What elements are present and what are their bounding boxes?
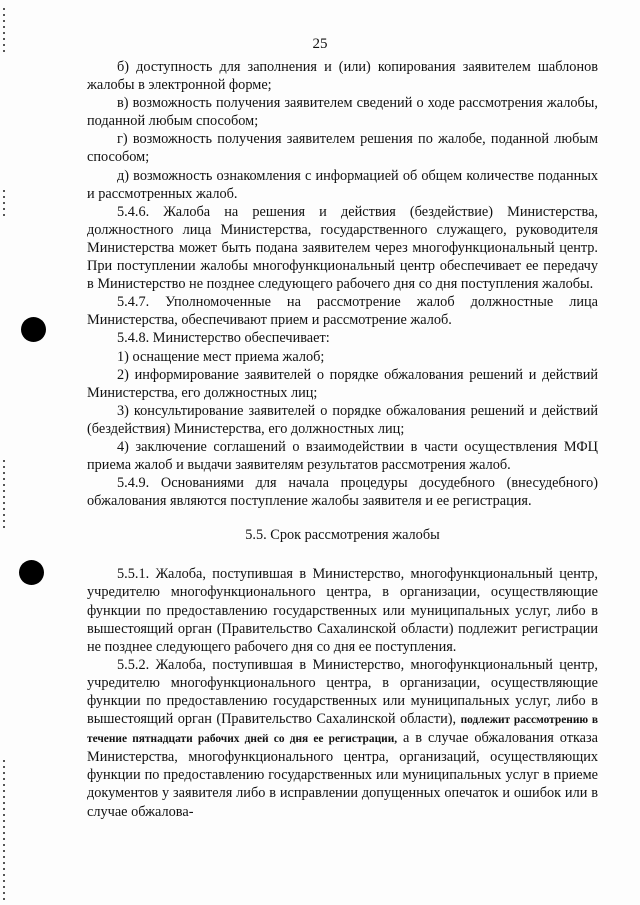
document-body <box>87 58 598 821</box>
paragraph: б) доступность для заполнения и (или) копирования заявителем шаблонов жалобы в электронной форме; <box>87 59 598 94</box>
paragraph: 2) информирование заявителей о порядке обжалования решений и действий Министерства, его должностных лиц; <box>87 366 598 401</box>
paragraph: г) возможность получения заявителем решения по жалобе, поданной любым способом; <box>87 131 598 166</box>
paragraph-5-5-2-small-print: подлежит рассмотрению в течение пятнадцати рабочих дней со дня ее регистрации, <box>87 714 599 746</box>
page-number: 25 <box>312 36 328 52</box>
paragraph: д) возможность ознакомления с информацией об общем количестве поданных и рассмотренных жалоб. <box>87 167 598 202</box>
paragraph: 3) консультирование заявителей о порядке обжалования решений и действий (бездействия) Министерства, его должностных лиц; <box>87 402 598 437</box>
scan-edge-mark <box>3 460 5 530</box>
paragraph-5-5-2-start: 5.5.2. Жалоба, поступившая в Министерство, многофункциональный центр, учредителю многофункционального центра, в организации, осуществляющие функции по предоставлению государственных или муниципальных услуг, либо в вышестоящий орган (Правительство Сахалинской области), <box>87 656 598 728</box>
paragraph: 5.4.7. Уполномоченные на рассмотрение жалоб должностные лица Министерства, обеспечивают прием и рассмотрение жалоб. <box>87 294 598 329</box>
paragraph: 5.4.8. Министерство обеспечивает: <box>117 330 330 347</box>
scan-edge-mark <box>3 760 5 900</box>
paragraph: 5.4.9. Основаниями для начала процедуры досудебного (внесудебного) обжалования являются поступление жалобы заявителя и ее регистрация. <box>87 475 598 510</box>
scan-edge-mark <box>3 190 5 220</box>
binder-hole-mark <box>19 560 44 585</box>
paragraph: 5.4.6. Жалоба на решения и действия (бездействие) Министерства, должностного лица Министерства, государственного служащего, руководителя Министерства может быть подана заявителем через многофункциональный центр. При поступлении жалобы многофункциональный центр обеспечивает ее передачу в Министерство не позднее следующего рабочего дня со дня поступления жалобы. <box>87 203 598 293</box>
paragraph-5-5-2 <box>87 656 598 821</box>
paragraph: 4) заключение соглашений о взаимодействии в части осуществления МФЦ приема жалоб и выдачи заявителям результатов рассмотрения жалоб. <box>87 438 598 474</box>
paragraph: 1) оснащение мест приема жалоб; <box>117 348 325 365</box>
paragraph-5-5-2-end: а в случае обжалования отказа Министерства, многофункционального центра, организаций, осуществляющих функции по предоставлению государственных или муниципальных услуг в приеме документов у заявителя либо в исправлении допущенных опечаток и ошибок или в случае обжалова- <box>87 730 599 820</box>
binder-hole-mark <box>21 317 46 342</box>
section-heading: 5.5. Срок рассмотрения жалобы <box>245 527 440 544</box>
paragraph: в) возможность получения заявителем сведений о ходе рассмотрения жалобы, поданной любым способом; <box>87 95 598 130</box>
paragraph-5-5-1: 5.5.1. Жалоба, поступившая в Министерство, многофункциональный центр, учредителю многофункционального центра, в организации, осуществляющие функции по предоставлению государственных или муниципальных услуг, либо в вышестоящий орган (Правительство Сахалинской области) подлежит регистрации не позднее следующего рабочего дня со дня ее поступления. <box>87 566 598 655</box>
